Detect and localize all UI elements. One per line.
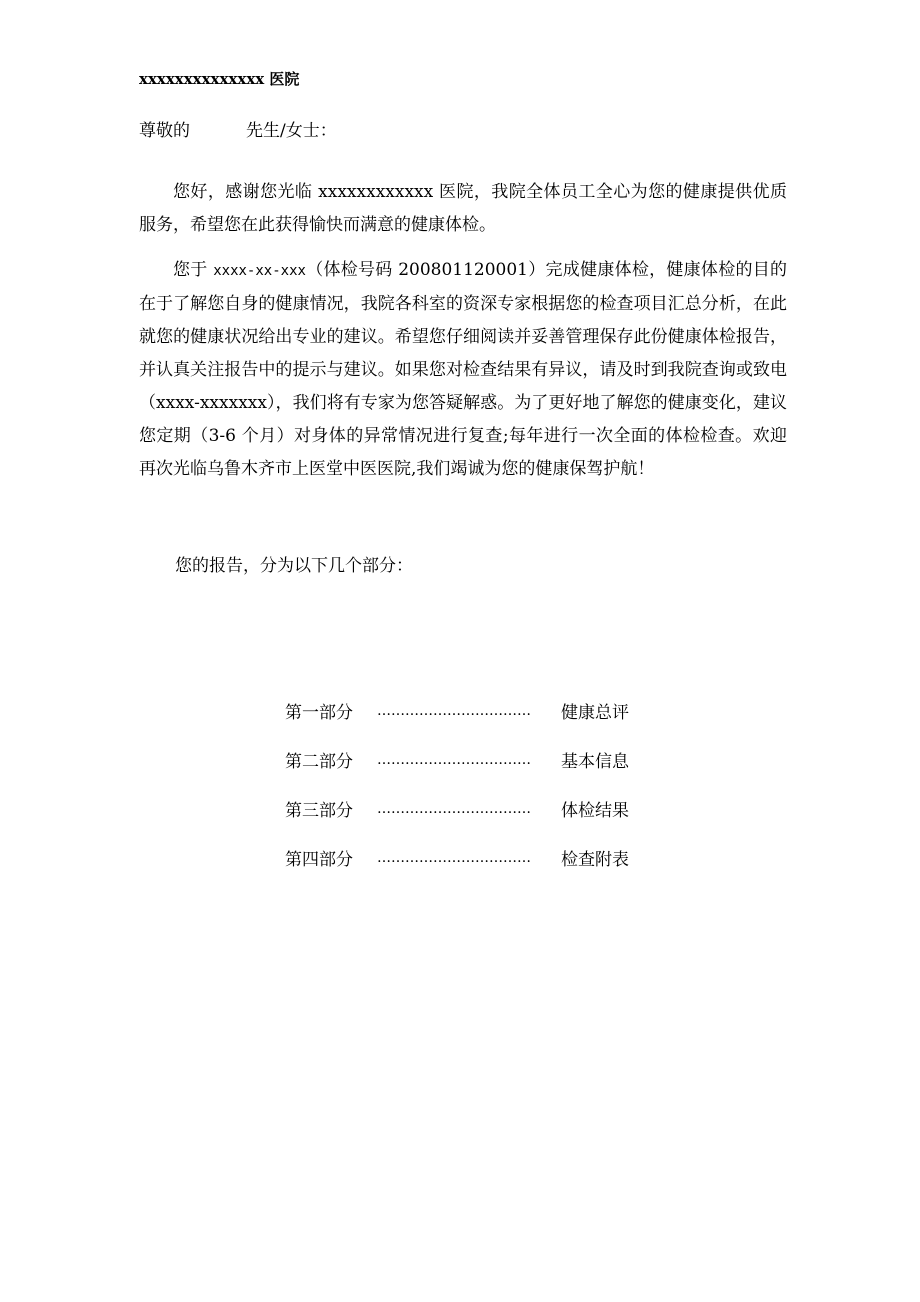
salutation-prefix: 尊敬的	[139, 121, 190, 141]
report-lead: 您于	[173, 260, 208, 280]
toc-leader-dots: ……………………………	[377, 849, 531, 866]
toc-leader-dots: ……………………………	[377, 751, 531, 768]
toc-item	[285, 784, 645, 833]
toc-section-title: 健康总评	[561, 703, 629, 723]
salutation	[139, 116, 337, 141]
report-body: （体检号码 200801120001）完成健康体检，健康体检的目的在于了解您自身的健康情况，我院各科室的资深专家根据您的检查项目汇总分析，在此就您的健康状况给出专业的建议。希望您仔细阅读并妥善管理保存此份健康体检报告，并认真关注报告中的提示与建议。如果您对检查结果有异议，请及时到我院查询或致电（xxxx-xxxxxxx），我们将有专家为您答疑解惑。为了更好地了解您的健康变化，建议您定期（3-6 个月）对身体的异常情况进行复查;每年进行一次全面的体检检查。欢迎再次光临乌鲁木齐市上医堂中医医院,我们竭诚为您的健康保驾护航！	[139, 260, 788, 479]
table-of-contents	[285, 686, 645, 882]
report-paragraph	[139, 254, 787, 486]
toc-part-label: 第二部分	[285, 752, 353, 772]
toc-section-title: 检查附表	[561, 850, 629, 870]
toc-section-title: 体检结果	[561, 801, 629, 821]
salutation-suffix: 先生/女士：	[246, 121, 337, 141]
toc-part-label: 第三部分	[285, 801, 353, 821]
exam-date: xxxx-xx-xxx	[213, 263, 306, 279]
toc-part-label: 第一部分	[285, 703, 353, 723]
intro-paragraph: 您好，感谢您光临 xxxxxxxxxxxx 医院，我院全体员工全心为您的健康提供优质服务，希望您在此获得愉快而满意的健康体检。	[139, 182, 787, 235]
toc-item	[285, 735, 645, 784]
toc-leader-dots: ……………………………	[377, 800, 531, 817]
toc-item	[285, 686, 645, 735]
toc-item	[285, 833, 645, 882]
sections-intro: 您的报告，分为以下几个部分：	[175, 556, 413, 576]
toc-part-label: 第四部分	[285, 850, 353, 870]
hospital-header: xxxxxxxxxxxxxx 医院	[139, 70, 300, 88]
toc-leader-dots: ……………………………	[377, 702, 531, 719]
toc-section-title: 基本信息	[561, 752, 629, 772]
